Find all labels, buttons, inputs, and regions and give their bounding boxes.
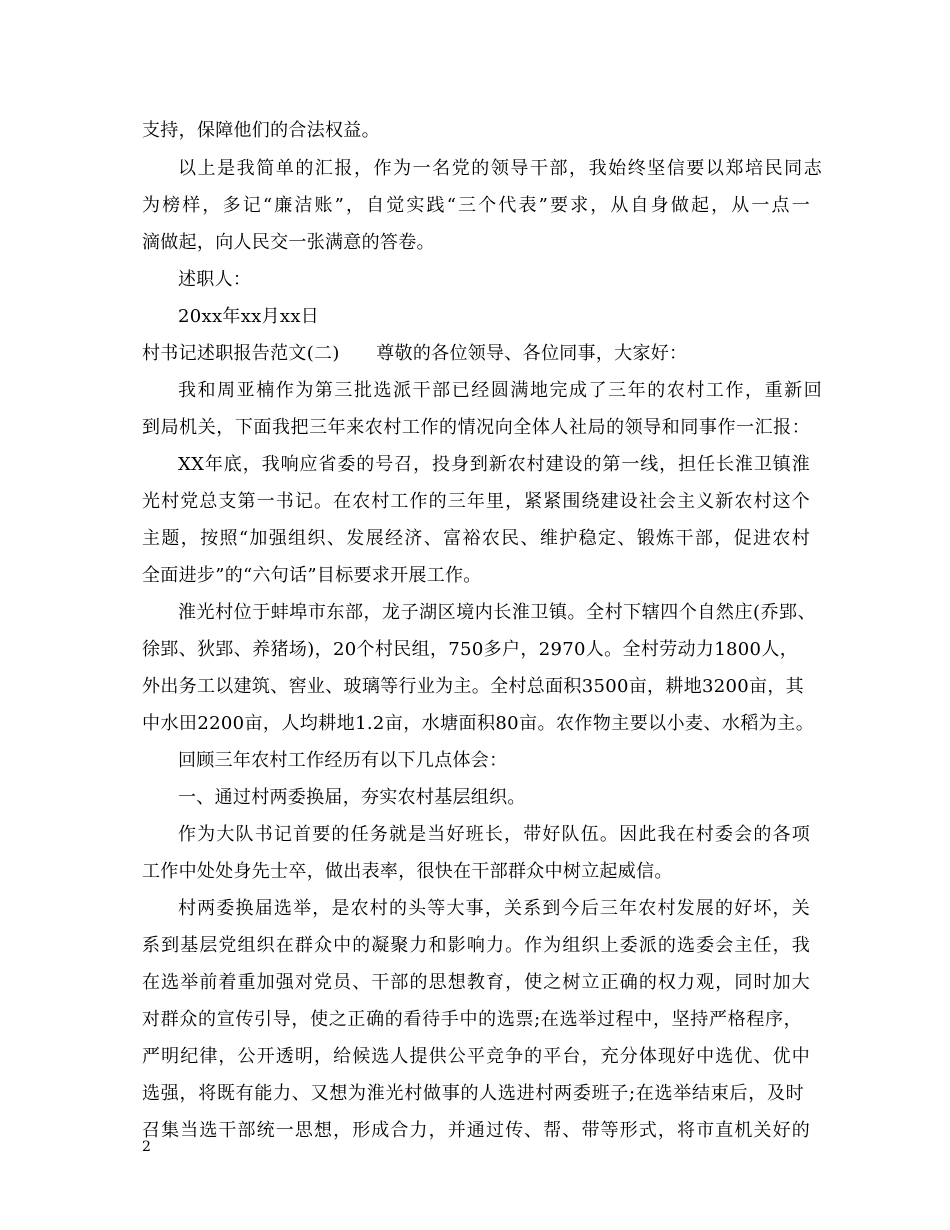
text-line-13: 全面进步”的“六句话”目标要求开展工作。 [142, 565, 482, 586]
text-line-2: 以上是我简单的汇报，作为一名党的领导干部，我始终坚信要以郑培民同志 [178, 158, 822, 179]
text-line-3: 为榜样，多记“廉洁账”，自觉实践“三个代表”要求，从自身做起，从一点一 [142, 195, 810, 216]
text-line-28: 召集当选干部统一思想，形成合力，并通过传、帮、带等形式，将市直机关好的 [142, 1120, 810, 1141]
text-line-4: 滴做起，向人民交一张满意的答卷。 [142, 232, 435, 253]
text-line-15: 徐郢、狄郢、养猪场)，20个村民组，750多户，2970人。全村劳动力1800人， [142, 639, 798, 660]
text-line-11: 光村党总支第一书记。在农村工作的三年里，紧紧围绕建设社会主义新农村这个 [142, 491, 810, 512]
text-line-22: 村两委换届选举，是农村的头等大事，关系到今后三年农村发展的好坏，关 [178, 898, 810, 919]
text-line-20: 作为大队书记首要的任务就是当好班长，带好队伍。因此我在村委会的各项 [178, 824, 810, 845]
text-line-10: XX年底，我响应省委的号召，投身到新农村建设的第一线，担任长淮卫镇淮 [178, 454, 810, 475]
text-line-27: 选强，将既有能力、又想为淮光村做事的人选进村两委班子;在选举结束后，及时 [142, 1083, 804, 1104]
text-line-14: 淮光村位于蚌埠市东部，龙子湖区境内长淮卫镇。全村下辖四个自然庄(乔郢、 [178, 602, 816, 623]
text-line-5: 述职人： [178, 269, 252, 290]
text-line-25: 对群众的宣传引导，使之正确的看待手中的选票;在选举过程中，坚持严格程序， [142, 1009, 802, 1030]
page-number: 2 [142, 1139, 151, 1155]
text-line-26: 严明纪律，公开透明，给候选人提供公平竞争的平台，充分体现好中选优、优中 [142, 1046, 810, 1067]
text-line-12: 主题，按照“加强组织、发展经济、富裕农民、维护稳定、锻炼干部，促进农村 [142, 528, 810, 549]
text-line-7: 村书记述职报告范文(二) 尊敬的各位领导、各位同事，大家好： [142, 343, 688, 364]
text-line-21: 工作中处处身先士卒，做出表率，很快在干部群众中树立起威信。 [142, 861, 673, 882]
text-line-18: 回顾三年农村工作经历有以下几点体会： [178, 750, 508, 771]
text-line-6: 20xx年xx月xx日 [178, 306, 320, 327]
text-line-17: 中水田2200亩，人均耕地1.2亩，水塘面积80亩。农作物主要以小麦、水稻为主。 [142, 713, 814, 734]
text-line-9: 到局机关，下面我把三年来农村工作的情况向全体人社局的领导和同事作一汇报： [142, 417, 810, 438]
text-line-1: 支持，保障他们的合法权益。 [142, 120, 380, 141]
text-line-24: 在选举前着重加强对党员、干部的思想教育，使之树立正确的权力观，同时加大 [142, 972, 810, 993]
text-line-19: 一、通过村两委换届，夯实农村基层组织。 [178, 787, 526, 808]
text-line-8: 我和周亚楠作为第三批选派干部已经圆满地完成了三年的农村工作，重新回 [178, 380, 822, 401]
text-line-23: 系到基层党组织在群众中的凝聚力和影响力。作为组织上委派的选委会主任，我 [142, 935, 810, 956]
text-line-16: 外出务工以建筑、窖业、玻璃等行业为主。全村总面积3500亩，耕地3200亩，其 [142, 676, 804, 697]
